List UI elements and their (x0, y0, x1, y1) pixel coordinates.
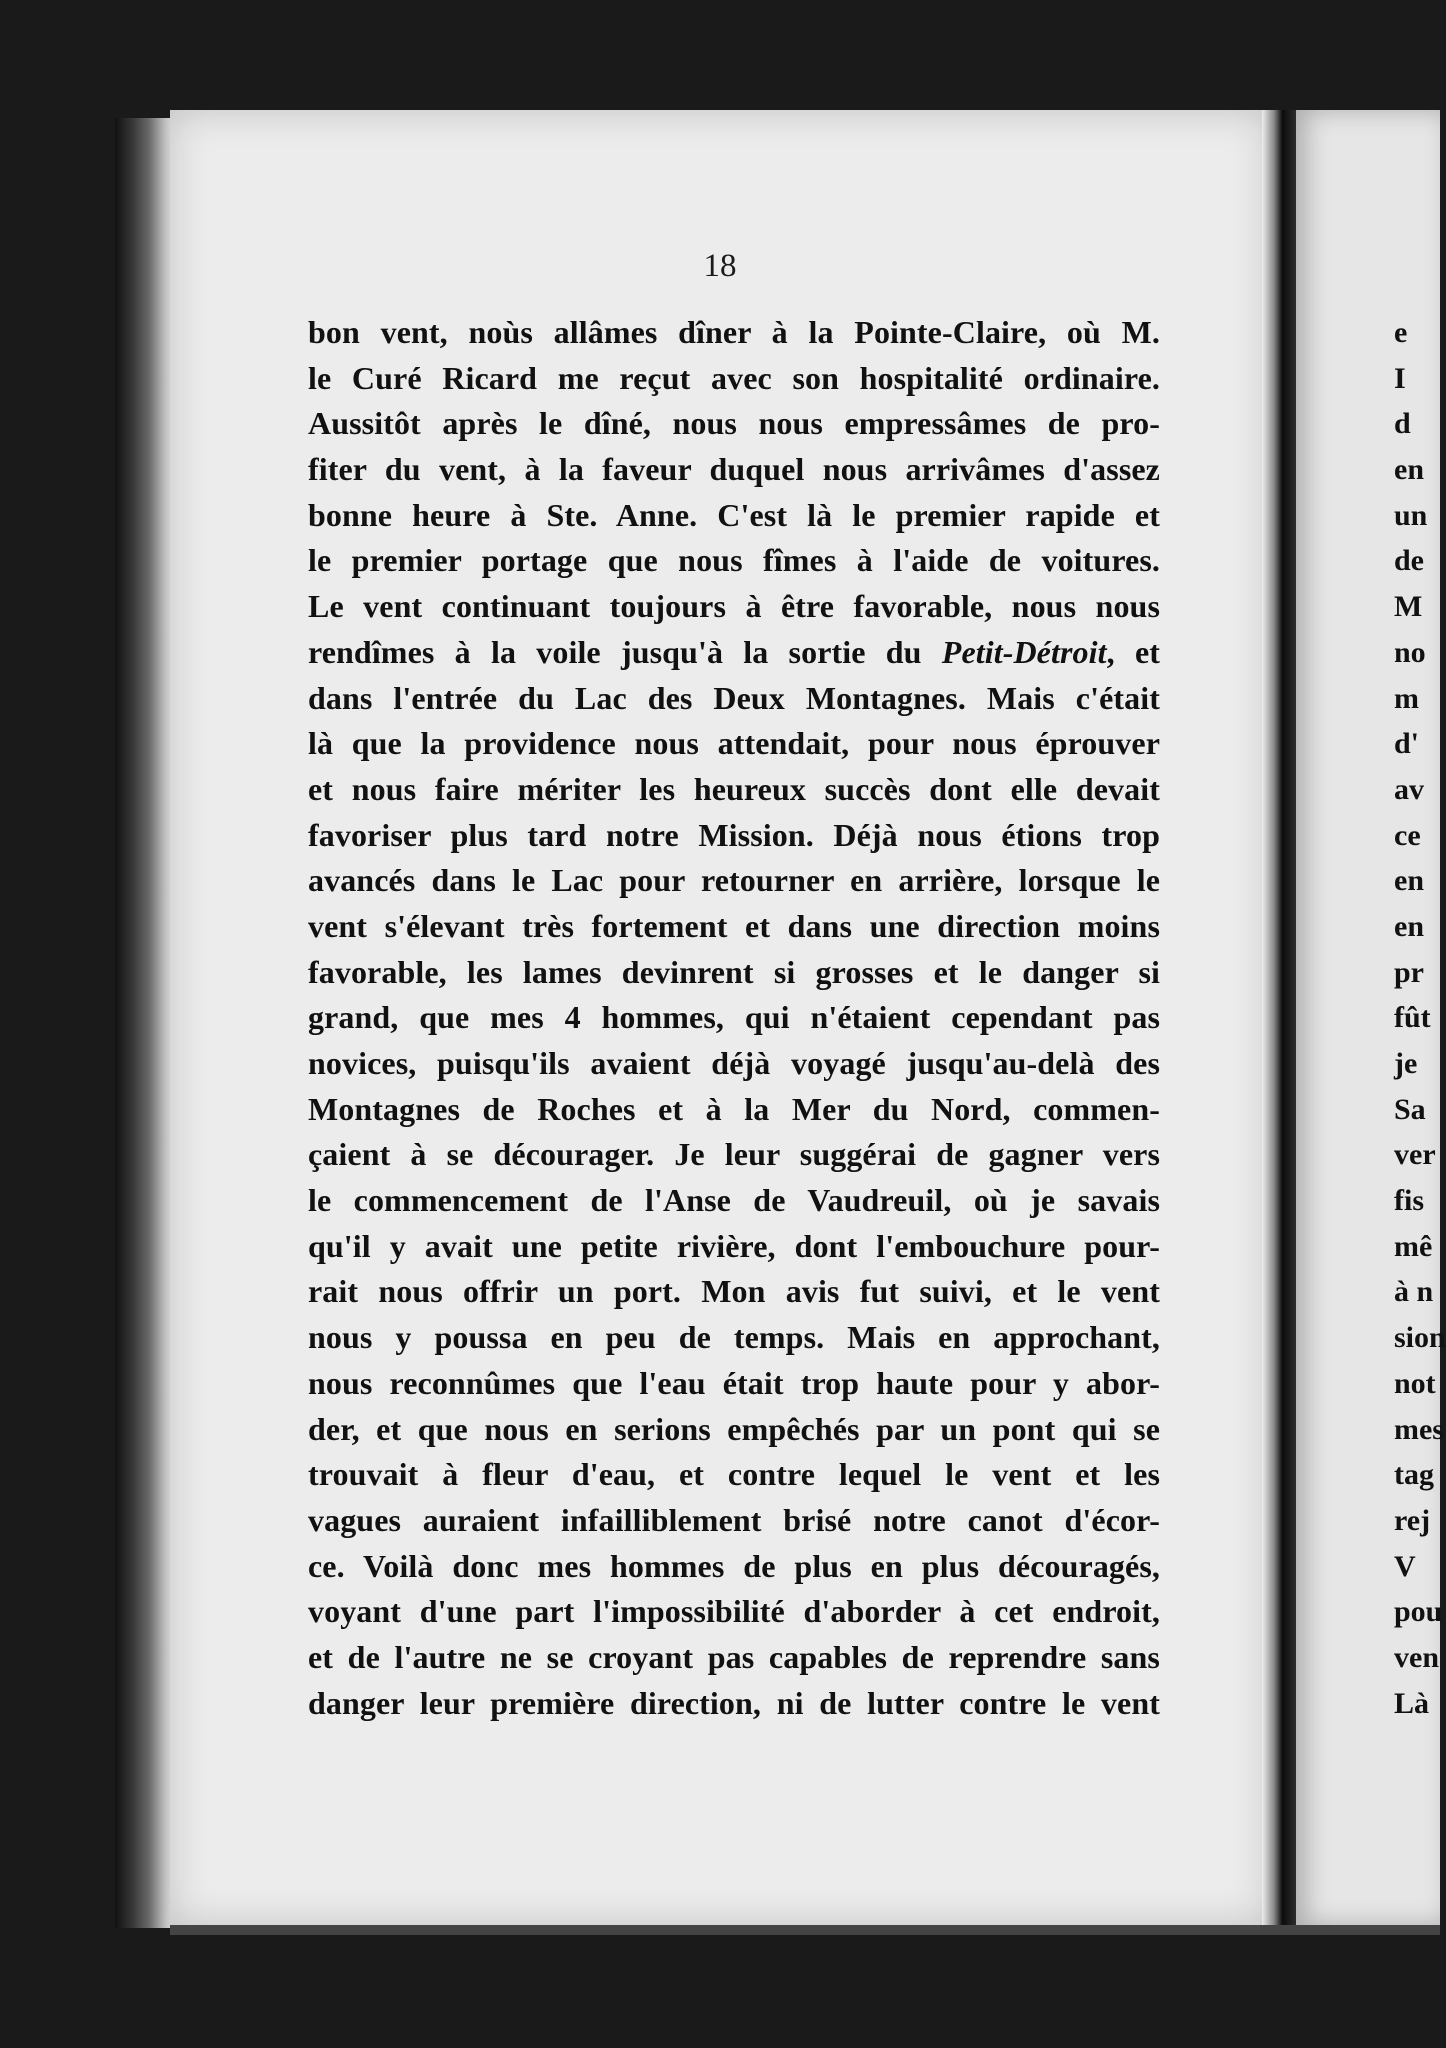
text-line: novices, puisqu'ils avaient déjà voyagé jusqu'au-delà des (308, 1045, 1160, 1081)
text-line: là que la providence nous attendait, pour nous éprouver (308, 725, 1160, 762)
body-text (308, 310, 1160, 1726)
text-line: çaient à se décourager. Je leur suggérai de gagner vers (308, 1136, 1160, 1173)
facing-page-fragment: Là (1394, 1686, 1430, 1720)
facing-page-fragment: M (1394, 590, 1423, 624)
facing-page-fragment: V (1394, 1549, 1416, 1583)
text-line: qu'il y avait une petite rivière, dont l'embouchure pour- (308, 1227, 1160, 1264)
text-line: dans l'entrée du Lac des Deux Montagnes. Mais c'était (308, 679, 1160, 716)
text-line: der, et que nous en serions empêchés par un pont qui se (308, 1410, 1160, 1447)
facing-page-fragment: av (1394, 772, 1424, 806)
facing-page-fragment: mê (1394, 1229, 1433, 1263)
facing-page-fragment: pr (1394, 955, 1424, 989)
facing-page-fragment: ver (1394, 1138, 1436, 1172)
facing-page-fragment: Sa (1394, 1092, 1426, 1126)
facing-page (1296, 110, 1446, 1925)
text-line: et de l'autre ne se croyant pas capables de reprendre sans (308, 1638, 1160, 1675)
facing-page-fragment: no (1394, 635, 1426, 669)
text-line: trouvait à fleur d'eau, et contre lequel le vent et les (308, 1456, 1160, 1493)
text-line: grand, que mes 4 hommes, qui n'étaient cependant pas (308, 999, 1160, 1036)
text-line: favoriser plus tard notre Mission. Déjà nous étions trop (308, 816, 1160, 853)
facing-page-fragment: not (1394, 1366, 1436, 1400)
book-gutter (1262, 110, 1296, 1925)
text-line: rait nous offrir un port. Mon avis fut suivi, et le vent (308, 1273, 1160, 1310)
text-line: Montagnes de Roches et à la Mer du Nord, commen- (308, 1090, 1160, 1127)
text-line: danger leur première direction, ni de lutter contre le vent (308, 1684, 1160, 1721)
text-line: bonne heure à Ste. Anne. C'est là le premier rapide et (308, 496, 1160, 533)
facing-page-fragment: d' (1394, 727, 1420, 761)
text-line: le Curé Ricard me reçut avec son hospitalité ordinaire. (308, 359, 1160, 396)
facing-page-fragment: à n (1394, 1275, 1434, 1309)
text-line: Aussitôt après le dîné, nous nous empressâmes de pro- (308, 405, 1160, 442)
page-bottom-edge (170, 1925, 1440, 1935)
facing-page-fragment: I (1394, 361, 1406, 395)
text-line: bon vent, noùs allâmes dîner à la Pointe-Claire, où M. (308, 314, 1160, 350)
facing-page-fragment: pou (1394, 1595, 1443, 1629)
facing-page-fragment: en (1394, 864, 1424, 898)
text-line: fiter du vent, à la faveur duquel nous arrivâmes d'assez (308, 451, 1160, 488)
text-line: voyant d'une part l'impossibilité d'aborder à cet endroit, (308, 1593, 1160, 1630)
text-line: vent s'élevant très fortement et dans une direction moins (308, 907, 1160, 944)
text-line: nous y poussa en peu de temps. Mais en approchant, (308, 1319, 1160, 1356)
facing-page-fragment: fis (1394, 1184, 1424, 1218)
facing-page-text (1394, 310, 1446, 1726)
facing-page-fragment: ven (1394, 1640, 1439, 1674)
facing-page-fragment: de (1394, 544, 1424, 578)
text-line: le commencement de l'Anse de Vaudreuil, où je savais (308, 1182, 1160, 1219)
facing-page-fragment: mes (1394, 1412, 1444, 1446)
facing-page-fragment: en (1394, 453, 1424, 487)
left-page (170, 110, 1270, 1925)
facing-page-fragment: en (1394, 909, 1424, 943)
facing-page-fragment: tag (1394, 1458, 1434, 1492)
facing-page-fragment: d (1394, 407, 1411, 441)
text-line: le premier portage que nous fîmes à l'aide de voitures. (308, 542, 1160, 579)
facing-page-fragment: ce (1394, 818, 1421, 852)
text-line: avancés dans le Lac pour retourner en arrière, lorsque le (308, 862, 1160, 899)
text-line: nous reconnûmes que l'eau était trop haute pour y abor- (308, 1364, 1160, 1401)
facing-page-fragment: m (1394, 681, 1419, 715)
facing-page-fragment: rej (1394, 1503, 1431, 1537)
text-line: rendîmes à la voile jusqu'à la sortie du Petit-Détroit, et (308, 633, 1160, 670)
facing-page-fragment: e (1394, 316, 1408, 349)
text-line: vagues auraient infailliblement brisé notre canot d'écor- (308, 1501, 1160, 1538)
text-line: et nous faire mériter les heureux succès dont elle devait (308, 770, 1160, 807)
italic-place-name: Petit-Détroit (941, 633, 1107, 670)
facing-page-fragment: je (1394, 1047, 1418, 1080)
text-line: Le vent continuant toujours à être favorable, nous nous (308, 588, 1160, 625)
facing-page-fragment: sion (1394, 1321, 1446, 1355)
text-line: ce. Voilà donc mes hommes de plus en plus découragés, (308, 1547, 1160, 1584)
facing-page-fragment: fût (1394, 1001, 1431, 1035)
text-line: favorable, les lames devinrent si grosses et le danger si (308, 953, 1160, 990)
page-number: 18 (703, 248, 737, 284)
book-spine (115, 118, 177, 1928)
facing-page-fragment: un (1394, 498, 1428, 532)
